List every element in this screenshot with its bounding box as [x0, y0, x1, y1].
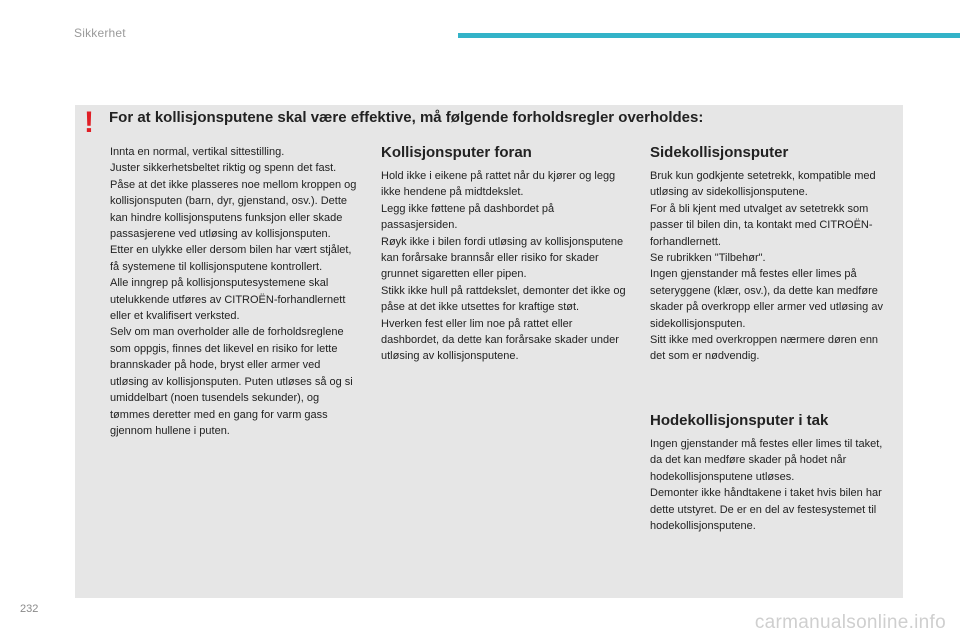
- curtain-airbags-heading: Hodekollisjonsputer i tak: [650, 412, 829, 429]
- exclamation-icon: !: [84, 106, 94, 139]
- side-airbags-text: Bruk kun godkjente setetrekk, kompatible med utløsing av sidekollisjonsputene. For å bli kjent med utvalget av setetrekk som passer til bilen din, ta kontakt med CITROËN-forhandlernett. Se rubrikken "Tilbehør". Ingen gjenstander må festes eller limes på seteryggene (klær, osv.), da dette kan medføre skader på overkropp eller armer ved utløsing av sidekollisjonsputen. Sitt ikke med overkroppen nærmere døren enn det som er nødvendig.: [650, 170, 883, 363]
- general-precautions-text: Innta en normal, vertikal sittestilling. Juster sikkerhetsbeltet riktig og spenn det fast. Påse at det ikke plasseres noe mellom kroppen og kollisjonsputen (barn, dyr, gjenstand, osv.). Dette kan hindre kollisjonsputens funksjon eller skade passasjerene ved utløsing av kollisjonsputen. Etter en ulykke eller dersom bilen har vært stjålet, få systemene til kollisjonsputene kontrollert. Alle inngrep på kollisjonsputesystemene skal utelukkende utføres av CITROËN-forhandlernett eller et kvalifisert verksted. Selv om man overholder alle de forholdsreglene som oppgis, finnes det likevel en risiko for lette brannskader på hode, bryst eller armer ved utløsing av kollisjonsputen. Puten utløses så og si umiddelbart (noen tusendels sekunder), og tømmes deretter med en gang for varm gass gjennom hullene i puten.: [110, 146, 357, 437]
- front-airbags-heading: Kollisjonsputer foran: [381, 144, 532, 161]
- watermark: carmanualsonline.info: [754, 612, 946, 633]
- side-airbags-heading: Sidekollisjonsputer: [650, 144, 789, 161]
- page-number: 232: [20, 603, 39, 615]
- front-airbags-text: Hold ikke i eikene på rattet når du kjører og legg ikke hendene på midtdekslet. Legg ikke føttene på dashbordet på passasjersiden. Røyk ikke i bilen fordi utløsing av kollisjonsputene kan forårsake brannsår eller risiko for skader grunnet sigaretten eller pipen. Stikk ikke hull på rattdekslet, demonter det ikke og påse at det ikke utsettes for kraftige støt. Hverken fest eller lim noe på rattet eller dashbordet, da dette kan forårsake skader under utløsing av kollisjonsputene.: [381, 170, 626, 363]
- curtain-airbags-text: Ingen gjenstander må festes eller limes til taket, da det kan medføre skader på hodet når hodekollisjonsputene utløses. Demonter ikke håndtakene i taket hvis bilen har dette utstyret. De er en del av festesystemet til hodekollisjonsputene.: [650, 438, 883, 533]
- warning-title: For at kollisjonsputene skal være effektive, må følgende forholdsregler overholdes:: [109, 109, 704, 126]
- front-airbags-column: [381, 143, 631, 365]
- header-accent-bar: [458, 33, 960, 38]
- side-airbags-column: [650, 143, 895, 365]
- general-precautions-column: [110, 144, 360, 439]
- curtain-airbags-column: [650, 411, 895, 534]
- section-title: Sikkerhet: [74, 26, 126, 40]
